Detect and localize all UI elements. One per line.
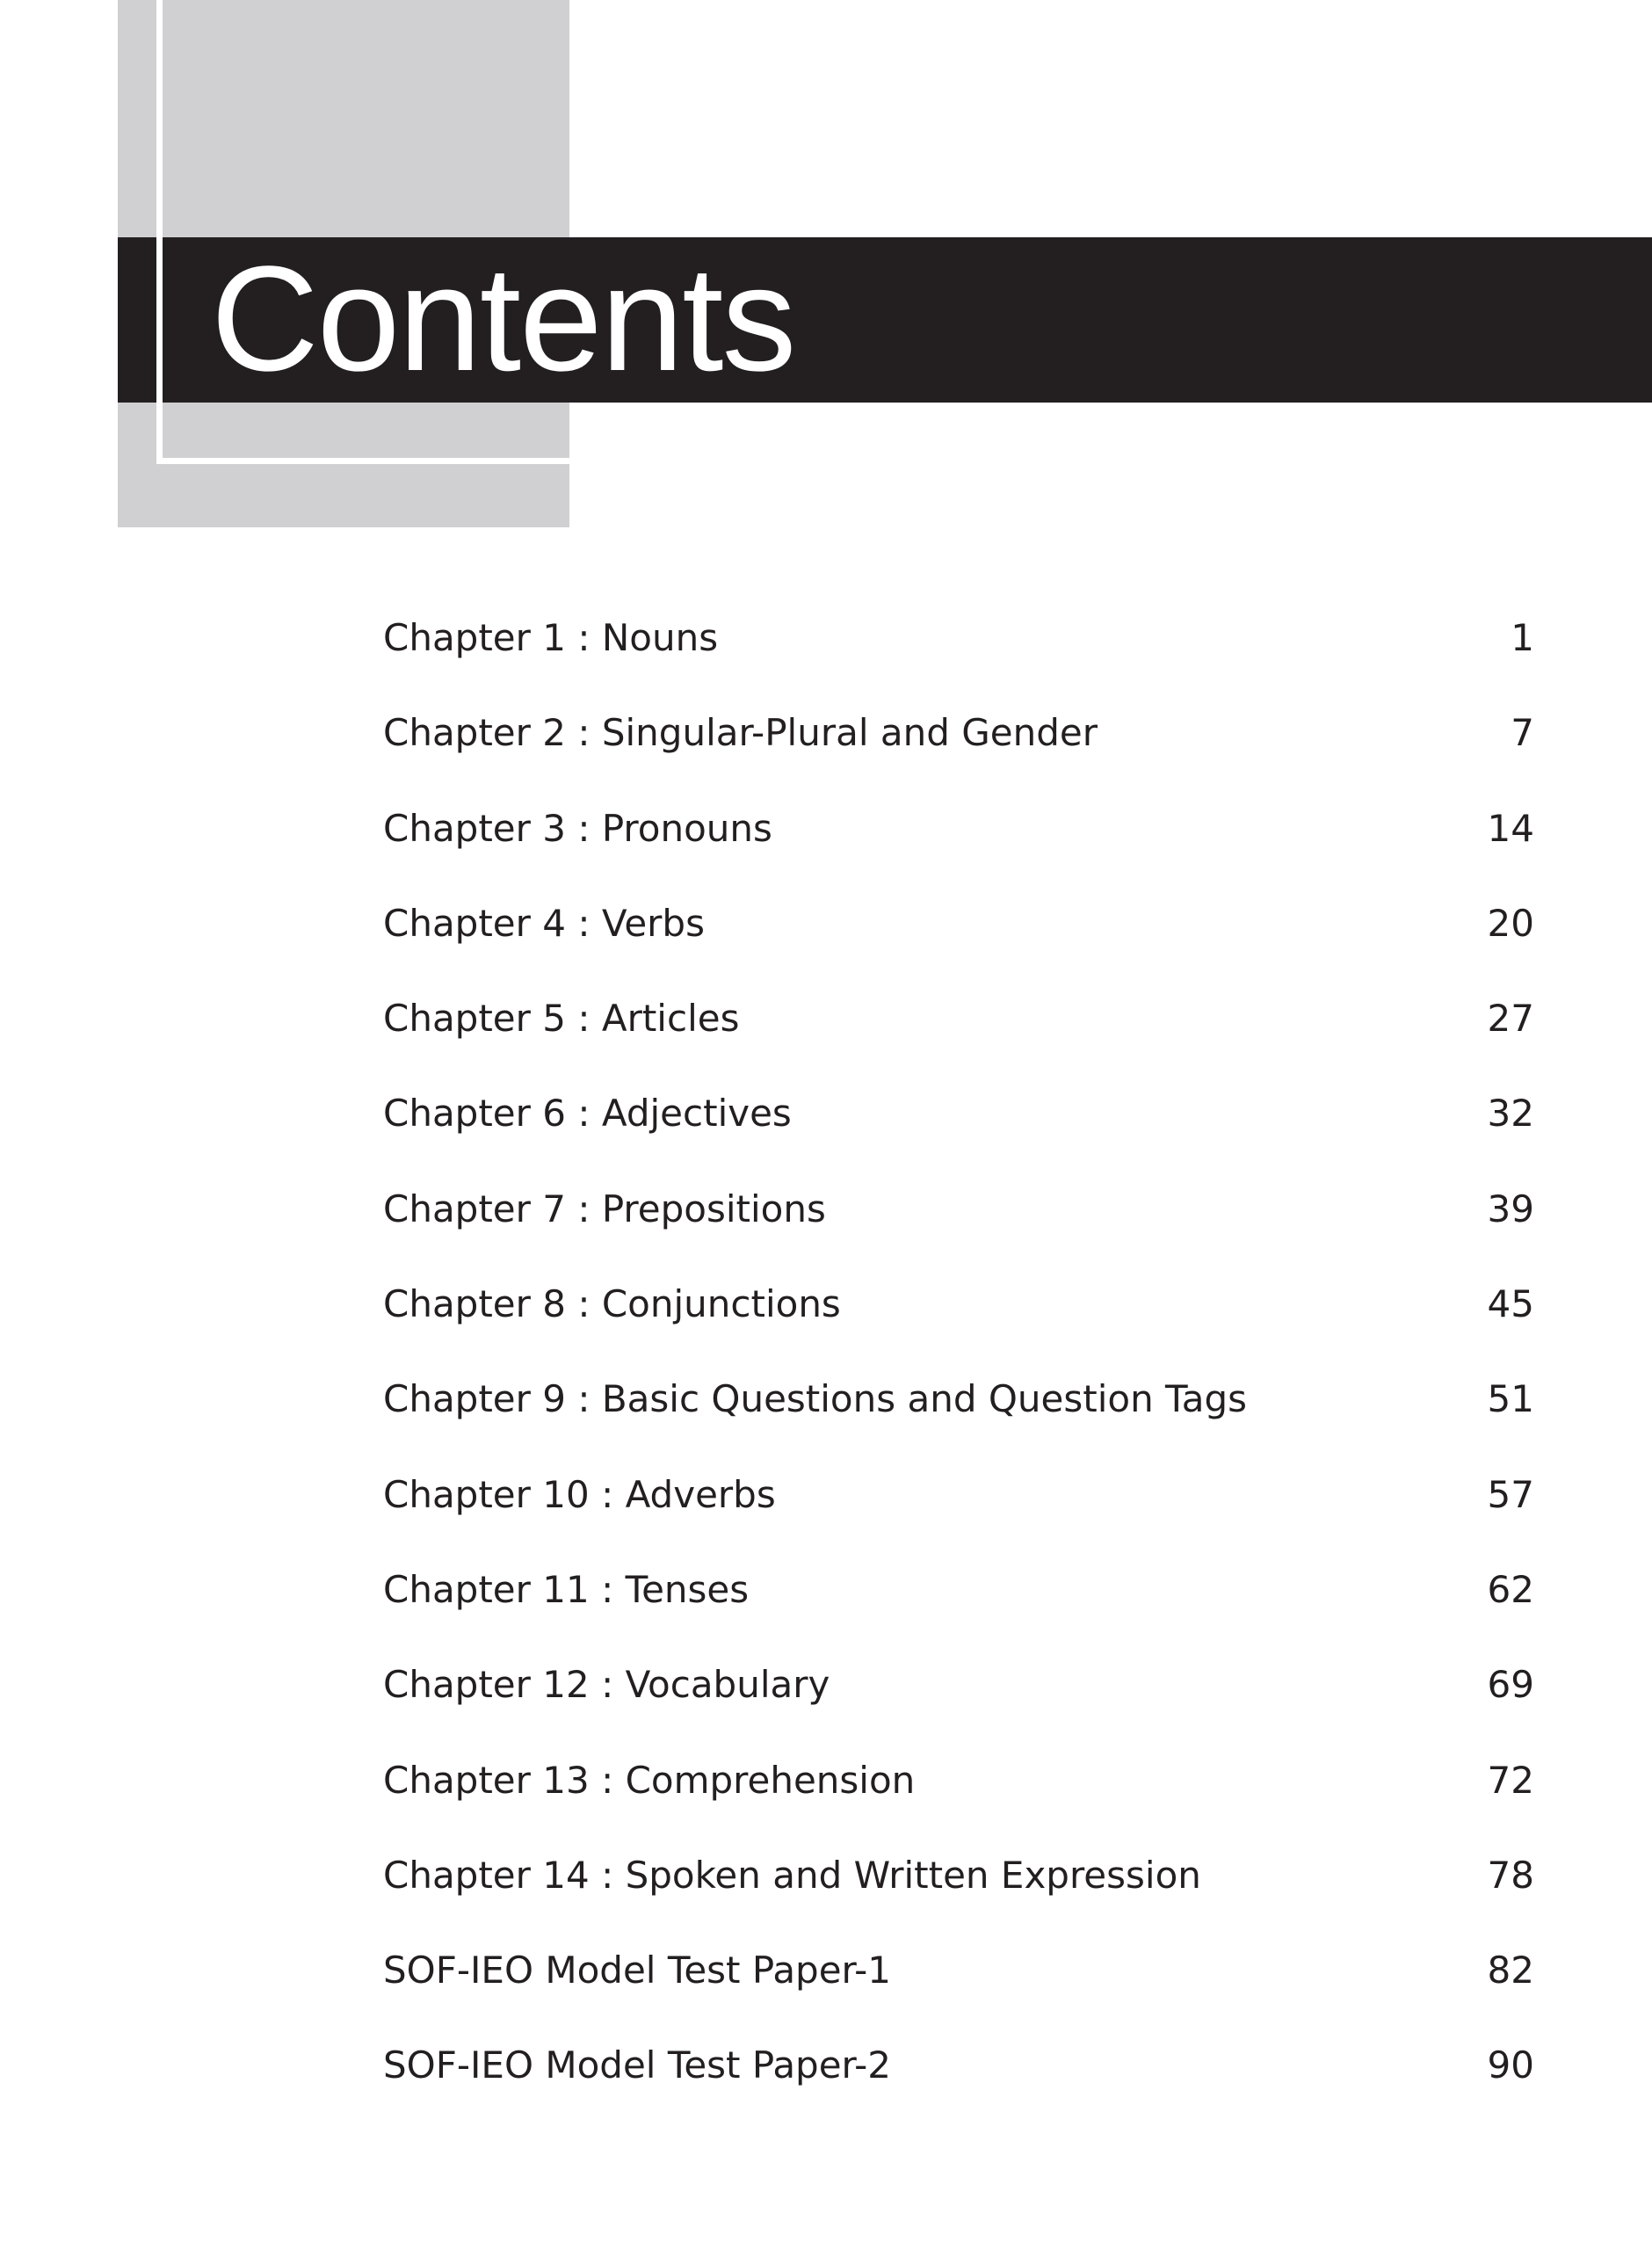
toc-entry-title: Chapter 6 : Adjectives <box>383 1092 792 1136</box>
toc-entry-title: Chapter 14 : Spoken and Written Expression <box>383 1853 1201 1897</box>
toc-entry-page: 51 <box>1487 1377 1534 1421</box>
table-of-contents <box>383 606 1534 2130</box>
toc-entry-title: SOF-IEO Model Test Paper-1 <box>383 1949 892 1992</box>
toc-entry-title: Chapter 11 : Tenses <box>383 1567 750 1611</box>
page-title: Contents <box>211 236 795 403</box>
toc-entry-page: 72 <box>1487 1758 1534 1802</box>
toc-entry-title: Chapter 12 : Vocabulary <box>383 1663 830 1707</box>
toc-entry[interactable] <box>383 1844 1534 1939</box>
toc-entry-page: 69 <box>1487 1663 1534 1707</box>
toc-entry-page: 90 <box>1487 2043 1534 2087</box>
toc-entry[interactable] <box>383 892 1534 987</box>
toc-entry[interactable] <box>383 1178 1534 1273</box>
toc-entry-title: Chapter 4 : Verbs <box>383 901 705 945</box>
toc-entry-page: 7 <box>1511 711 1534 755</box>
toc-entry-page: 45 <box>1487 1282 1534 1326</box>
toc-entry[interactable] <box>383 1368 1534 1462</box>
toc-entry-page: 39 <box>1487 1187 1534 1230</box>
toc-entry-page: 27 <box>1487 997 1534 1041</box>
header-frame-line-horizontal <box>156 458 569 464</box>
toc-entry-title: Chapter 2 : Singular-Plural and Gender <box>383 711 1098 755</box>
toc-entry[interactable] <box>383 1273 1534 1368</box>
toc-entry[interactable] <box>383 1558 1534 1653</box>
toc-entry-page: 20 <box>1487 901 1534 945</box>
toc-entry[interactable] <box>383 606 1534 701</box>
toc-entry[interactable] <box>383 797 1534 892</box>
toc-entry[interactable] <box>383 1463 1534 1558</box>
toc-entry[interactable] <box>383 1939 1534 2034</box>
toc-entry-title: Chapter 1 : Nouns <box>383 616 719 659</box>
toc-entry[interactable] <box>383 1082 1534 1177</box>
toc-entry-page: 78 <box>1487 1853 1534 1897</box>
toc-entry-page: 14 <box>1487 806 1534 850</box>
toc-entry-title: Chapter 10 : Adverbs <box>383 1472 776 1516</box>
toc-entry[interactable] <box>383 2034 1534 2129</box>
toc-entry-title: Chapter 3 : Pronouns <box>383 806 772 850</box>
toc-entry-page: 32 <box>1487 1092 1534 1136</box>
toc-entry-page: 62 <box>1487 1567 1534 1611</box>
toc-entry-title: Chapter 7 : Prepositions <box>383 1187 826 1230</box>
toc-entry[interactable] <box>383 701 1534 796</box>
toc-entry-page: 57 <box>1487 1472 1534 1516</box>
toc-entry-page: 82 <box>1487 1949 1534 1992</box>
toc-entry-title: Chapter 5 : Articles <box>383 997 740 1041</box>
title-bar-divider <box>156 237 163 403</box>
toc-entry-page: 1 <box>1511 616 1534 659</box>
toc-entry-title: Chapter 13 : Comprehension <box>383 1758 916 1802</box>
toc-entry-title: Chapter 9 : Basic Questions and Question Tags <box>383 1377 1248 1421</box>
toc-entry-title: Chapter 8 : Conjunctions <box>383 1282 841 1326</box>
toc-entry[interactable] <box>383 987 1534 1082</box>
toc-entry-title: SOF-IEO Model Test Paper-2 <box>383 2043 892 2087</box>
toc-entry[interactable] <box>383 1653 1534 1748</box>
toc-entry[interactable] <box>383 1749 1534 1844</box>
